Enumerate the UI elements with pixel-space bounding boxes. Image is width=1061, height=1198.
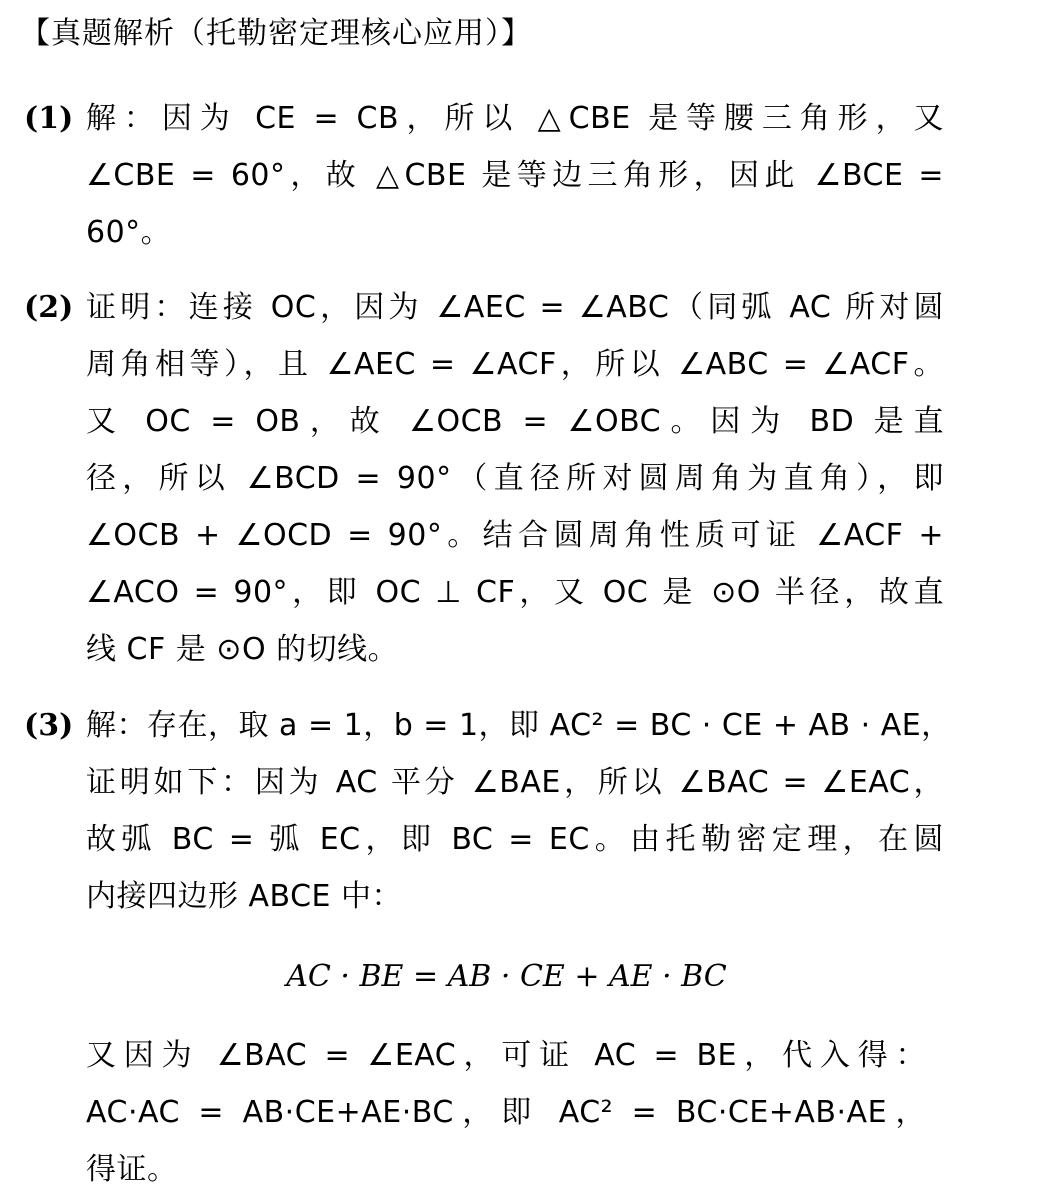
section-number: (1) xyxy=(24,101,74,136)
text-line: 60°。 xyxy=(86,215,172,250)
text-line: 线 CF 是 ⊙O 的切线。 xyxy=(86,632,399,667)
section-number: (2) xyxy=(24,290,74,325)
text-line: 得证。 xyxy=(86,1152,178,1187)
text-line: 证明：连接 OC，因为 ∠AEC = ∠ABC（同弧 AC 所对圆 xyxy=(86,290,944,325)
text-line: AC·AC = AB·CE+AE·BC，即 AC² = BC·CE+AB·AE， xyxy=(86,1095,926,1130)
text-line: 又 OC = OB，故 ∠OCB = ∠OBC。因为 BD 是直 xyxy=(86,404,944,439)
text-line: 径，所以 ∠BCD = 90°（直径所对圆周角为直角），即 xyxy=(86,461,944,496)
text-line: 故弧 BC = 弧 EC，即 BC = EC。由托勒密定理，在圆 xyxy=(86,822,944,857)
text-line: 内接四边形 ABCE 中： xyxy=(86,879,403,914)
text-line: ∠CBE = 60°，故 △CBE 是等边三角形，因此 ∠BCE = xyxy=(86,158,944,193)
section-body xyxy=(86,90,944,261)
text-line: ∠OCB + ∠OCD = 90°。结合圆周角性质可证 ∠ACF + xyxy=(86,518,944,553)
page-title: 【真题解析（托勒密定理核心应用）】 xyxy=(20,16,532,51)
text-line: 周角相等），且 ∠AEC = ∠ACF，所以 ∠ABC = ∠ACF。 xyxy=(86,347,944,382)
section-body xyxy=(86,279,944,678)
text-line: 解：存在，取 a = 1，b = 1，即 AC² = BC · CE + AB · AE， xyxy=(86,708,952,743)
ptolemy-equation: AC · BE = AB · CE + AE · BC xyxy=(286,959,727,994)
text-line: 解：因为 CE = CB，所以 △CBE 是等腰三角形，又 xyxy=(86,101,944,136)
section-number: (3) xyxy=(24,708,74,743)
section-body xyxy=(86,697,952,925)
text-line: 证明如下：因为 AC 平分 ∠BAE，所以 ∠BAC = ∠EAC， xyxy=(86,765,944,800)
text-line: 又因为 ∠BAC = ∠EAC，可证 AC = BE，代入得： xyxy=(86,1038,926,1073)
section-3-conclusion xyxy=(86,1027,926,1198)
text-line: ∠ACO = 90°，即 OC ⊥ CF，又 OC 是 ⊙O 半径，故直 xyxy=(86,575,944,610)
